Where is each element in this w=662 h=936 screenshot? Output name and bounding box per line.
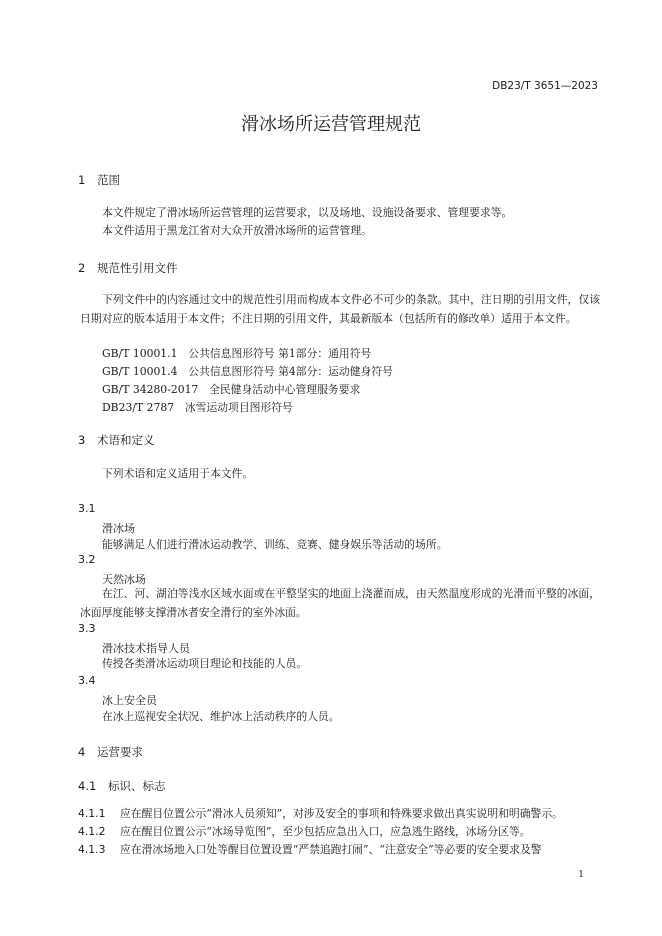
section-3-heading [78,432,155,448]
section-number: 3 [78,433,86,447]
clause [78,842,542,857]
paragraph: 本文件适用于黑龙江省对大众开放滑冰场所的运营管理。 [102,224,372,237]
section-number: 1 [78,173,86,187]
paragraph: 下列术语和定义适用于本文件。 [102,467,254,480]
clause [78,806,563,821]
subsection-title: 标识、标志 [108,779,166,793]
section-4-heading [78,744,143,760]
term-definition: 传授各类滑冰运动项目理论和技能的人员。 [102,657,308,670]
document-title: 滑冰场所运营管理规范 [241,114,421,135]
term-name: 滑冰场 [102,522,135,535]
term-number: 3.4 [78,674,96,687]
section-2-heading [78,260,178,276]
reference-item: GB/T 34280-2017 全民健身活动中心管理服务要求 [102,383,361,396]
subsection-number: 4.1 [78,779,97,793]
section-number: 4 [78,745,86,759]
term-name: 冰上安全员 [102,694,157,707]
reference-item: GB/T 10001.1 公共信息图形符号 第1部分：通用符号 [102,347,372,360]
clause [78,824,531,839]
section-1-heading [78,172,120,188]
clause-number: 4.1.2 [78,825,106,838]
term-number: 3.1 [78,502,96,515]
paragraph: 本文件规定了滑冰场所运营管理的运营要求，以及场地、设施设备要求、管理要求等。 [102,206,513,219]
page-number: 1 [578,870,584,880]
reference-item: DB23/T 2787 冰雪运动项目图形符号 [102,401,293,414]
section-title: 运营要求 [97,745,143,759]
term-name: 滑冰技术指导人员 [102,642,190,655]
term-number: 3.2 [78,553,96,566]
section-title: 术语和定义 [97,433,155,447]
term-number: 3.3 [78,622,96,635]
term-definition: 能够满足人们进行滑冰运动教学、训练、竞赛、健身娱乐等活动的场所。 [102,538,448,551]
clause-number: 4.1.1 [78,807,106,820]
paragraph: 下列文件中的内容通过文中的规范性引用而构成本文件必不可少的条款。其中，注日期的引用文件，仅该日期对应的版本适用于本文件；不注日期的引用文件，其最新版本（包括所有的修改单）适用于本文件。 [80,293,600,325]
subsection-heading [78,778,166,794]
clause-text: 应在醒目位置公示“滑冰人员须知”，对涉及安全的事项和特殊要求做出真实说明和明确警示。 [120,807,563,820]
term-definition: 在冰上巡视安全状况、维护冰上活动秩序的人员。 [102,710,340,723]
term-definition: 在江、河、湖泊等浅水区域水面或在平整坚实的地面上浇灌而成，由天然温度形成的光滑而平整的冰面，冰面厚度能够支撑滑冰者安全滑行的室外冰面。 [80,587,600,619]
clause-number: 4.1.3 [78,843,106,856]
reference-item: GB/T 10001.4 公共信息图形符号 第4部分：运动健身符号 [102,365,393,378]
term-name: 天然冰场 [102,573,146,586]
section-title: 规范性引用文件 [97,261,178,275]
section-number: 2 [78,261,86,275]
standard-code: DB23/T 3651—2023 [492,80,598,92]
clause-text: 应在醒目位置公示“冰场导览图”，至少包括应急出入口，应急逃生路线，冰场分区等。 [120,825,531,838]
clause-text: 应在滑冰场地入口处等醒目位置设置“严禁追跑打闹”、“注意安全”等必要的安全要求及警 [120,843,542,856]
section-title: 范围 [97,173,120,187]
